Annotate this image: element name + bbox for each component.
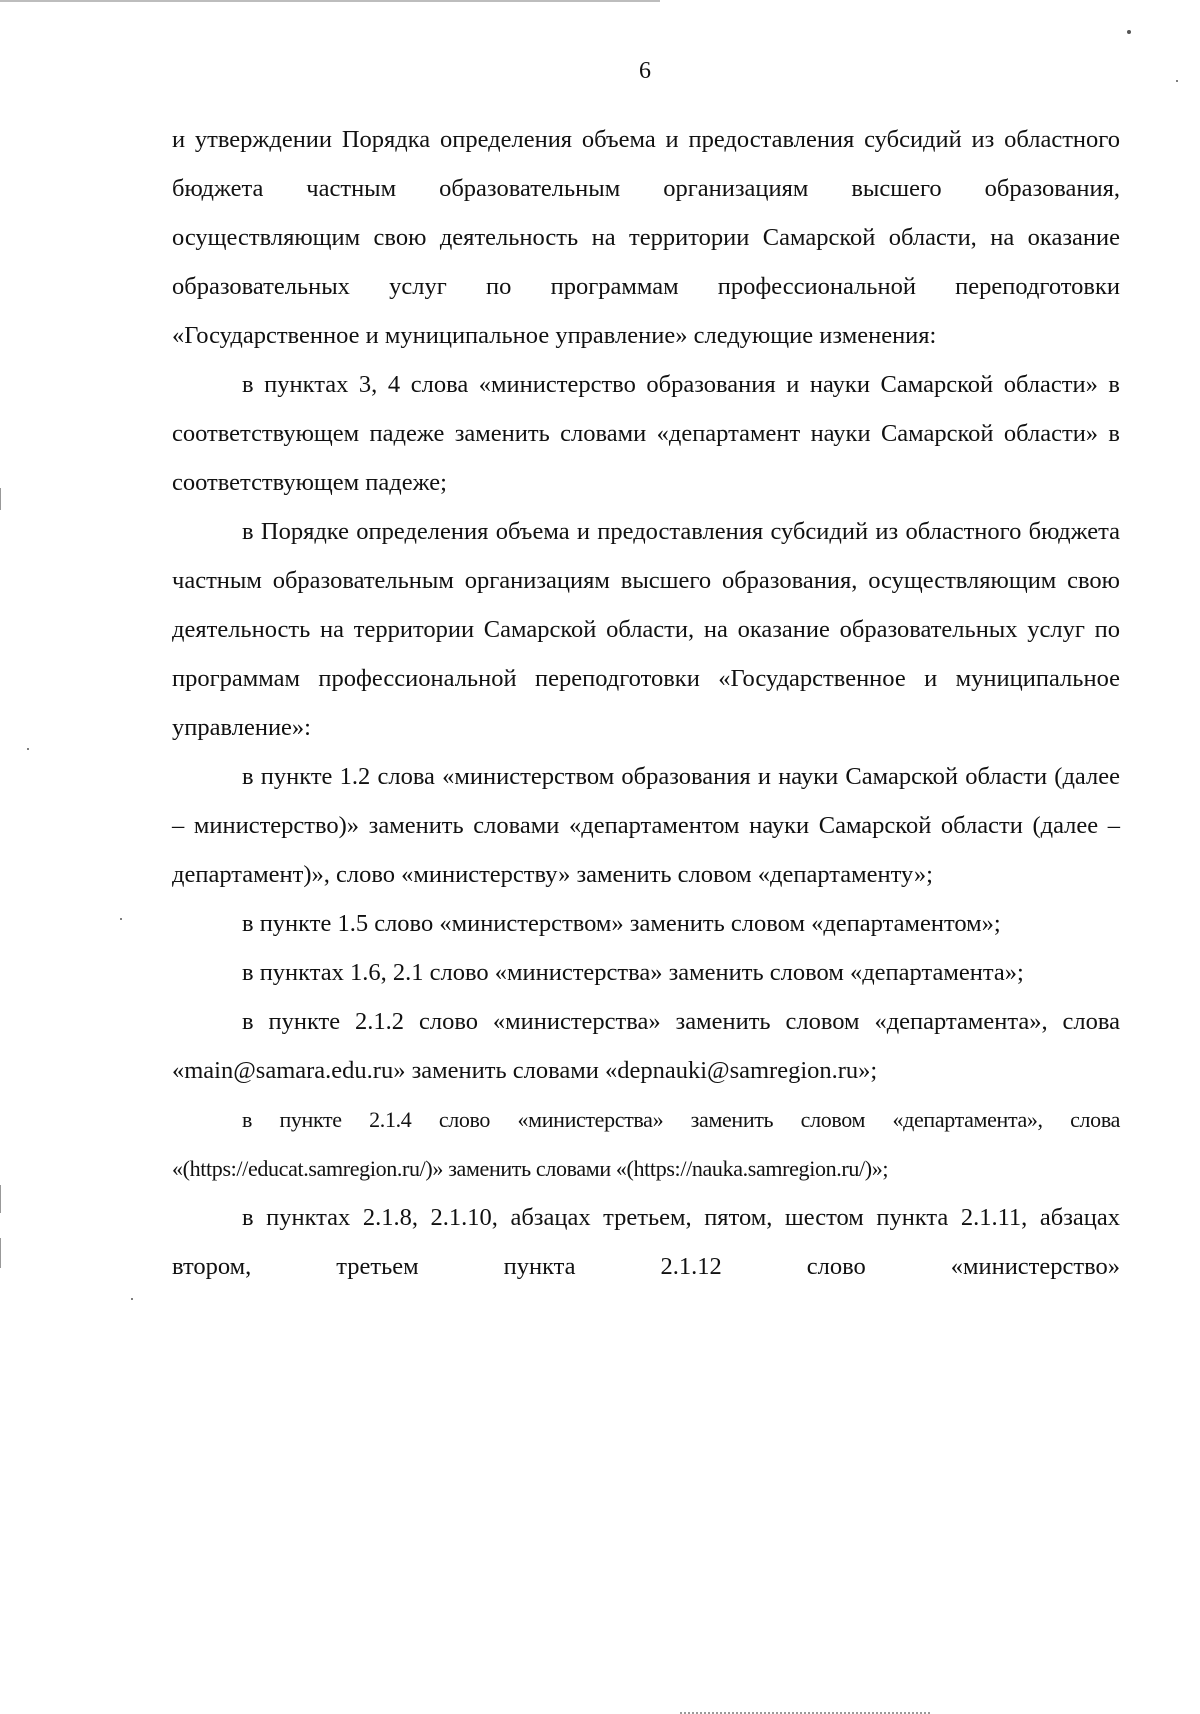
paragraph-order-intro: в Порядке определения объема и предоставления субсидий из областного бюджета частным образовательным организациям высшего образования, осуществляющим свою деятельность на территории Самарской области, на оказание образовательных услуг по программам профессиональной переподготовки «Государственное и муниципальное управление»:	[172, 518, 1120, 741]
paragraph-points-3-4: в пунктах 3, 4 слова «министерство образования и науки Самарской области» в соответствующем падеже заменить словами «департамент науки Самарской области» в соответствующем падеже;	[172, 371, 1120, 496]
paragraph-point-1-5: в пункте 1.5 слово «министерством» заменить словом «департаментом»;	[242, 910, 1001, 937]
scan-speck	[1127, 30, 1131, 34]
paragraph-point-1-2: в пункте 1.2 слова «министерством образования и науки Самарской области (далее – министерство)» заменить словами «департаментом науки Самарской области (далее – департамент)», слово «министерству» заменить словом «департаменту»;	[172, 763, 1120, 888]
scan-speck	[131, 1298, 133, 1300]
page-number: 6	[639, 58, 651, 84]
paragraph-continuation: и утверждении Порядка определения объема и предоставления субсидий из областного бюджета частным образовательным организациям высшего образования, осуществляющим свою деятельность на территории Самарской области, на оказание образовательных услуг по программам профессиональной переподготовки «Государственное и муниципальное управление» следующие изменения:	[172, 126, 1120, 349]
scan-speck	[120, 918, 122, 920]
paragraph-point-2-1-4: в пункте 2.1.4 слово «министерства» заменить словом «департамента», слова «(https://educat.samregion.ru/)» заменить словами «(https://nauka.samregion.ru/)»;	[172, 1107, 1120, 1181]
margin-mark	[0, 1185, 1, 1213]
scan-top-edge	[0, 0, 660, 2]
margin-mark	[0, 488, 1, 510]
margin-mark	[0, 1238, 1, 1268]
paragraph-point-2-1-2: в пункте 2.1.2 слово «министерства» заменить словом «департамента», слова «main@samara.edu.ru» заменить словами «depnauki@samregion.ru»;	[172, 1008, 1120, 1084]
paragraph-points-2-1-8: в пунктах 2.1.8, 2.1.10, абзацах третьем, пятом, шестом пункта 2.1.11, абзацах втором, третьем пункта 2.1.12 слово «министерство»	[172, 1204, 1120, 1280]
document-body	[172, 115, 1120, 1291]
scan-speck	[1176, 80, 1178, 82]
scan-speck	[27, 748, 29, 750]
paragraph-points-1-6-2-1: в пунктах 1.6, 2.1 слово «министерства» заменить словом «департамента»;	[242, 959, 1024, 986]
